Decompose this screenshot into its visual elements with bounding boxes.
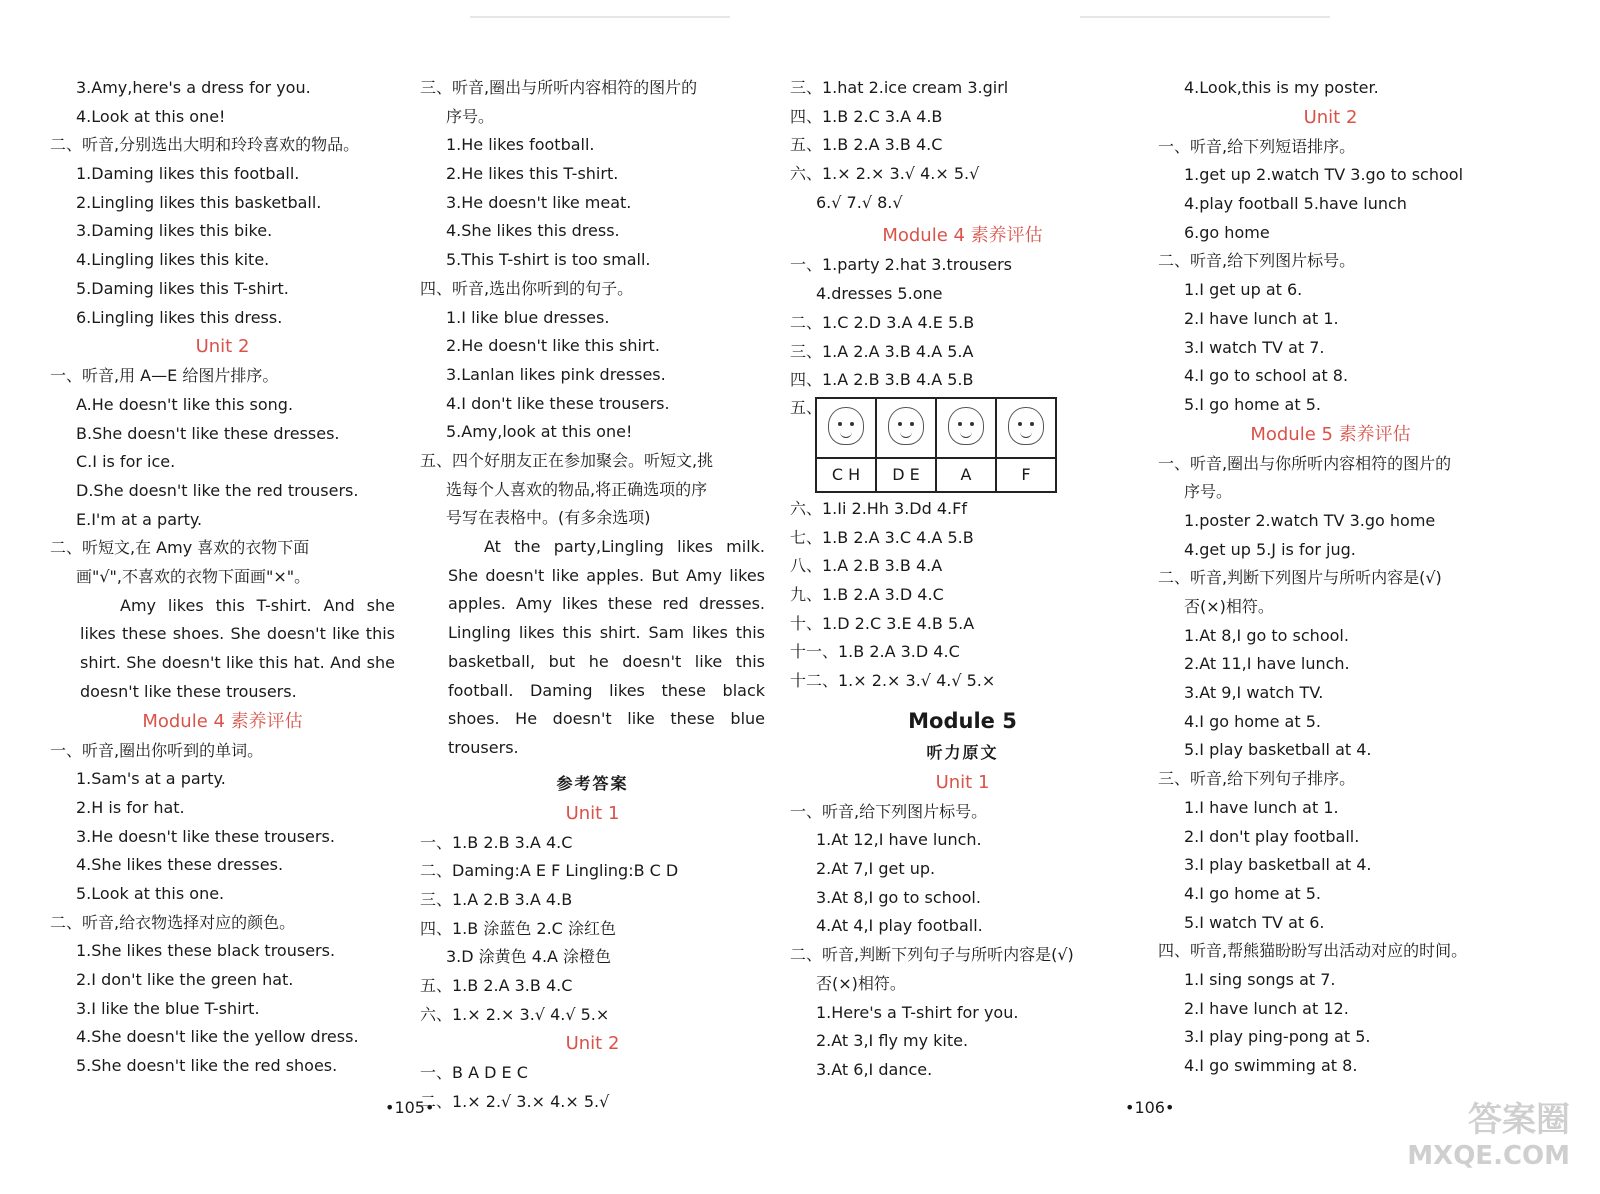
text-line: 否(×)相符。: [816, 973, 906, 993]
column-1: [50, 74, 395, 1081]
text-line: 4.get up 5.J is for jug.: [1184, 539, 1356, 559]
answer-cell: C H: [816, 458, 876, 492]
text-line: 3.At 8,I go to school.: [816, 887, 981, 907]
text-line: 二、听短文,在 Amy 喜欢的衣物下面: [50, 538, 310, 558]
text-line: 3.I like the blue T-shirt.: [76, 998, 260, 1018]
text-line: 二、1.× 2.√ 3.× 4.× 5.√: [420, 1092, 610, 1112]
text-line: 五、四个好朋友正在参加聚会。听短文,挑: [420, 450, 714, 470]
text-line: 1.I get up at 6.: [1184, 280, 1303, 300]
text-line: 2.At 11,I have lunch.: [1184, 654, 1350, 674]
text-line: 5.Daming likes this T-shirt.: [76, 278, 289, 298]
text-line: 4.At 4,I play football.: [816, 916, 983, 936]
text-line: 4.Look at this one!: [76, 106, 226, 126]
text-line: 6.go home: [1184, 222, 1270, 242]
faces-table: [815, 397, 1057, 493]
text-line: 2.At 3,I fly my kite.: [816, 1031, 969, 1051]
text-line: 号写在表格中。(有多余选项): [446, 508, 651, 528]
text-line: 2.He likes this T-shirt.: [446, 164, 619, 184]
girl-face-icon: [888, 407, 924, 445]
text-line: 十、1.D 2.C 3.E 4.B 5.A: [790, 613, 975, 633]
text-line: 二、Daming:A E F Lingling:B C D: [420, 861, 679, 881]
text-line: 四、听音,选出你听到的句子。: [420, 278, 634, 298]
text-line: 1.I sing songs at 7.: [1184, 969, 1336, 989]
col4-block-1: [1158, 74, 1503, 103]
text-line: 2.I have lunch at 12.: [1184, 998, 1349, 1018]
text-line: 六、1.× 2.× 3.√ 4.√ 5.×: [420, 1004, 610, 1024]
column-4: [1158, 74, 1503, 1081]
text-line: D.She doesn't like the red trousers.: [76, 480, 359, 500]
col4-module5-heading: Module 5 素养评估: [1250, 423, 1411, 445]
col1-block-3: [50, 737, 395, 1081]
col3-block-2: [790, 251, 1135, 394]
watermark-line1: 答案圈: [1468, 1100, 1570, 1140]
watermark-line2: MXQE.COM: [1407, 1141, 1570, 1171]
text-line: 5.I play basketball at 4.: [1184, 740, 1372, 760]
text-line: 四、1.B 2.C 3.A 4.B: [790, 106, 943, 126]
col4-unit2-heading: Unit 2: [1303, 106, 1358, 128]
text-line: 一、听音,给下列图片标号。: [790, 801, 988, 821]
col3-block-3: [790, 495, 1135, 696]
text-line: 2.At 7,I get up.: [816, 859, 936, 879]
text-line: 4.I don't like these trousers.: [446, 393, 670, 413]
col2-unit2-heading: Unit 2: [565, 1033, 620, 1055]
girl-face-icon: [828, 407, 864, 445]
text-line: 二、听音,判断下列图片与所听内容是(√): [1158, 568, 1442, 588]
text-line: 六、1.Ii 2.Hh 3.Dd 4.Ff: [790, 498, 967, 518]
text-line: 否(×)相符。: [1184, 597, 1274, 616]
text-line: 选每个人喜欢的物品,将正确选项的序: [446, 479, 708, 499]
col3-block-4: [790, 798, 1135, 1085]
col4-block-3: [1158, 450, 1503, 1081]
top-rule-left: [470, 16, 730, 18]
text-line: 1.Here's a T-shirt for you.: [816, 1002, 1019, 1022]
text-line: 1.Daming likes this football.: [76, 164, 300, 184]
col1-block-2: [50, 362, 395, 592]
text-line: 5.Amy,look at this one!: [446, 422, 633, 442]
text-line: 3.I play ping-pong at 5.: [1184, 1027, 1371, 1047]
answer-cell: F: [996, 458, 1056, 492]
text-line: 一、B A D E C: [420, 1063, 528, 1083]
face-cell: [936, 398, 996, 458]
text-line: 序号。: [1184, 482, 1233, 502]
text-line: B.She doesn't like these dresses.: [76, 423, 340, 443]
listening-heading: 听力原文: [926, 742, 999, 762]
col4-block-2: [1158, 133, 1503, 420]
text-line: 十一、1.B 2.A 3.D 4.C: [790, 642, 960, 662]
text-line: 5.She doesn't like the red shoes.: [76, 1056, 338, 1076]
text-line: 一、听音,圈出与你所听内容相符的图片的: [1158, 453, 1452, 473]
text-line: 4.She likes these dresses.: [76, 855, 284, 875]
module5-heading: Module 5: [908, 708, 1017, 733]
text-line: 四、1.B 涂蓝色 2.C 涂红色: [420, 918, 616, 938]
text-line: 2.He doesn't like this shirt.: [446, 336, 660, 356]
text-line: 4.Lingling likes this kite.: [76, 250, 270, 270]
text-line: 3.Amy,here's a dress for you.: [76, 78, 311, 97]
text-line: 1.I have lunch at 1.: [1184, 797, 1339, 817]
text-line: 十二、1.× 2.× 3.√ 4.√ 5.×: [790, 671, 996, 690]
text-line: 二、听音,给衣物选择对应的颜色。: [50, 912, 296, 932]
text-line: 1.At 8,I go to school.: [1184, 625, 1349, 645]
text-line: 二、听音,判断下列句子与所听内容是(√): [790, 945, 1074, 965]
text-line: 一、1.party 2.hat 3.trousers: [790, 255, 1012, 275]
text-line: 5.I go home at 5.: [1184, 394, 1321, 414]
col1-block-1: [50, 74, 395, 332]
col2-unit1-heading: Unit 1: [565, 802, 620, 824]
col3-unit1-heading: Unit 1: [935, 771, 990, 793]
text-line: 1.get up 2.watch TV 3.go to school: [1184, 165, 1464, 185]
text-line: 5.Look at this one.: [76, 883, 225, 903]
text-line: 3.He doesn't like meat.: [446, 192, 632, 212]
column-2: [420, 74, 765, 1117]
text-line: 七、1.B 2.A 3.C 4.A 5.B: [790, 527, 974, 547]
col3-module4-heading: Module 4 素养评估: [882, 225, 1043, 247]
text-line: 四、听音,帮熊猫盼盼写出活动对应的时间。: [1158, 941, 1468, 961]
text-line: A.He doesn't like this song.: [76, 394, 294, 414]
text-line: 3.I play basketball at 4.: [1184, 855, 1372, 875]
text-line: 2.I don't play football.: [1184, 826, 1360, 846]
watermark-logo: [1407, 1102, 1570, 1174]
text-line: 3.At 9,I watch TV.: [1184, 683, 1324, 703]
text-line: 3.Lanlan likes pink dresses.: [446, 364, 666, 384]
text-line: 三、听音,圈出与所听内容相符的图片的: [420, 78, 698, 97]
text-line: 4.She doesn't like the yellow dress.: [76, 1027, 359, 1047]
col1-passage: Amy likes this T-shirt. And she likes these shoes. She doesn't like this shirt. She doesn't like this hat. And she doesn't like these trousers.: [80, 595, 395, 701]
text-line: 五、1.B 2.A 3.B 4.C: [420, 976, 573, 996]
text-line: 3.I watch TV at 7.: [1184, 337, 1325, 357]
text-line: 三、1.A 2.B 3.A 4.B: [420, 890, 573, 909]
face-cell: [996, 398, 1056, 458]
col2-passage: At the party,Lingling likes milk. She doesn't like apples. But Amy likes apples. Amy likes these red dresses. Lingling likes this shirt. Sam likes this basketball, but he doesn't like this football. Daming likes these black shoes. He doesn't like these blue trousers.: [448, 537, 765, 757]
text-line: 4.I go swimming at 8.: [1184, 1056, 1358, 1075]
text-line: 1.I like blue dresses.: [446, 307, 610, 327]
text-line: 6.Lingling likes this dress.: [76, 307, 283, 327]
text-line: 三、听音,给下列句子排序。: [1158, 769, 1356, 789]
text-line: 2.I have lunch at 1.: [1184, 308, 1339, 328]
text-line: 1.At 12,I have lunch.: [816, 830, 982, 850]
text-line: 4.play football 5.have lunch: [1184, 194, 1407, 214]
top-rule-right: [1080, 16, 1330, 18]
text-line: 九、1.B 2.A 3.D 4.C: [790, 584, 944, 604]
text-line: 3.D 涂黄色 4.A 涂橙色: [446, 947, 612, 967]
boy-face-icon: [1008, 407, 1044, 445]
col3-block-1: [790, 74, 1135, 217]
text-line: E.I'm at a party.: [76, 509, 203, 529]
text-line: 序号。: [446, 106, 495, 126]
text-line: 一、1.B 2.B 3.A 4.C: [420, 832, 573, 852]
boy-face-icon: [948, 407, 984, 445]
col2-block-3: [420, 1059, 765, 1116]
text-line: 1.She likes these black trousers.: [76, 941, 336, 961]
page-number-left: •105•: [385, 1098, 435, 1117]
text-line: 1.Sam's at a party.: [76, 769, 226, 789]
text-line: 八、1.A 2.B 3.B 4.A: [790, 556, 943, 576]
text-line: 6.√ 7.√ 8.√: [816, 192, 903, 212]
text-line: 一、听音,给下列短语排序。: [1158, 136, 1356, 156]
text-line: 5.I watch TV at 6.: [1184, 912, 1325, 932]
text-line: 画"√",不喜欢的衣物下面画"×"。: [76, 567, 311, 586]
text-line: 3.He doesn't like these trousers.: [76, 826, 335, 846]
text-line: 2.H is for hat.: [76, 797, 185, 817]
col2-block-1: [420, 74, 765, 533]
text-line: 4.I go to school at 8.: [1184, 366, 1349, 386]
text-line: 5.This T-shirt is too small.: [446, 250, 651, 270]
column-3: [790, 74, 1135, 1085]
text-line: 一、听音,用 A—E 给图片排序。: [50, 366, 279, 386]
text-line: 二、听音,给下列图片标号。: [1158, 251, 1356, 271]
text-line: 4.Look,this is my poster.: [1184, 78, 1379, 97]
face-cell: [816, 398, 876, 458]
face-cell: [876, 398, 936, 458]
col2-block-2: [420, 829, 765, 1030]
text-line: 二、听音,分别选出大明和玲玲喜欢的物品。: [50, 135, 360, 155]
text-line: 四、1.A 2.B 3.B 4.A 5.B: [790, 370, 974, 390]
text-line: 五、1.B 2.A 3.B 4.C: [790, 135, 943, 155]
col1-module4-heading: Module 4 素养评估: [142, 710, 303, 732]
text-line: 4.She likes this dress.: [446, 221, 620, 241]
col1-unit2-heading: Unit 2: [195, 336, 250, 358]
text-line: 六、1.× 2.× 3.√ 4.× 5.√: [790, 164, 980, 184]
answer-cell: A: [936, 458, 996, 492]
text-line: 2.Lingling likes this basketball.: [76, 192, 322, 212]
text-line: 3.At 6,I dance.: [816, 1059, 933, 1079]
text-line: 1.poster 2.watch TV 3.go home: [1184, 510, 1436, 530]
answer-cell: D E: [876, 458, 936, 492]
answers-title: 参考答案: [556, 773, 629, 793]
text-line: 3.Daming likes this bike.: [76, 221, 273, 241]
text-line: 4.dresses 5.one: [816, 284, 943, 304]
text-line: 二、1.C 2.D 3.A 4.E 5.B: [790, 312, 975, 332]
col3-answer-table: [790, 395, 1135, 495]
page-number-right: •106•: [1125, 1098, 1175, 1117]
table-label: 五、: [790, 397, 823, 417]
text-line: 4.I go home at 5.: [1184, 883, 1321, 903]
text-line: 一、听音,圈出你听到的单词。: [50, 740, 264, 760]
text-line: 2.I don't like the green hat.: [76, 970, 294, 989]
text-line: 三、1.A 2.A 3.B 4.A 5.A: [790, 341, 974, 361]
text-line: 4.I go home at 5.: [1184, 711, 1321, 731]
text-line: 三、1.hat 2.ice cream 3.girl: [790, 78, 1009, 97]
text-line: C.I is for ice.: [76, 452, 176, 472]
text-line: 1.He likes football.: [446, 135, 595, 155]
